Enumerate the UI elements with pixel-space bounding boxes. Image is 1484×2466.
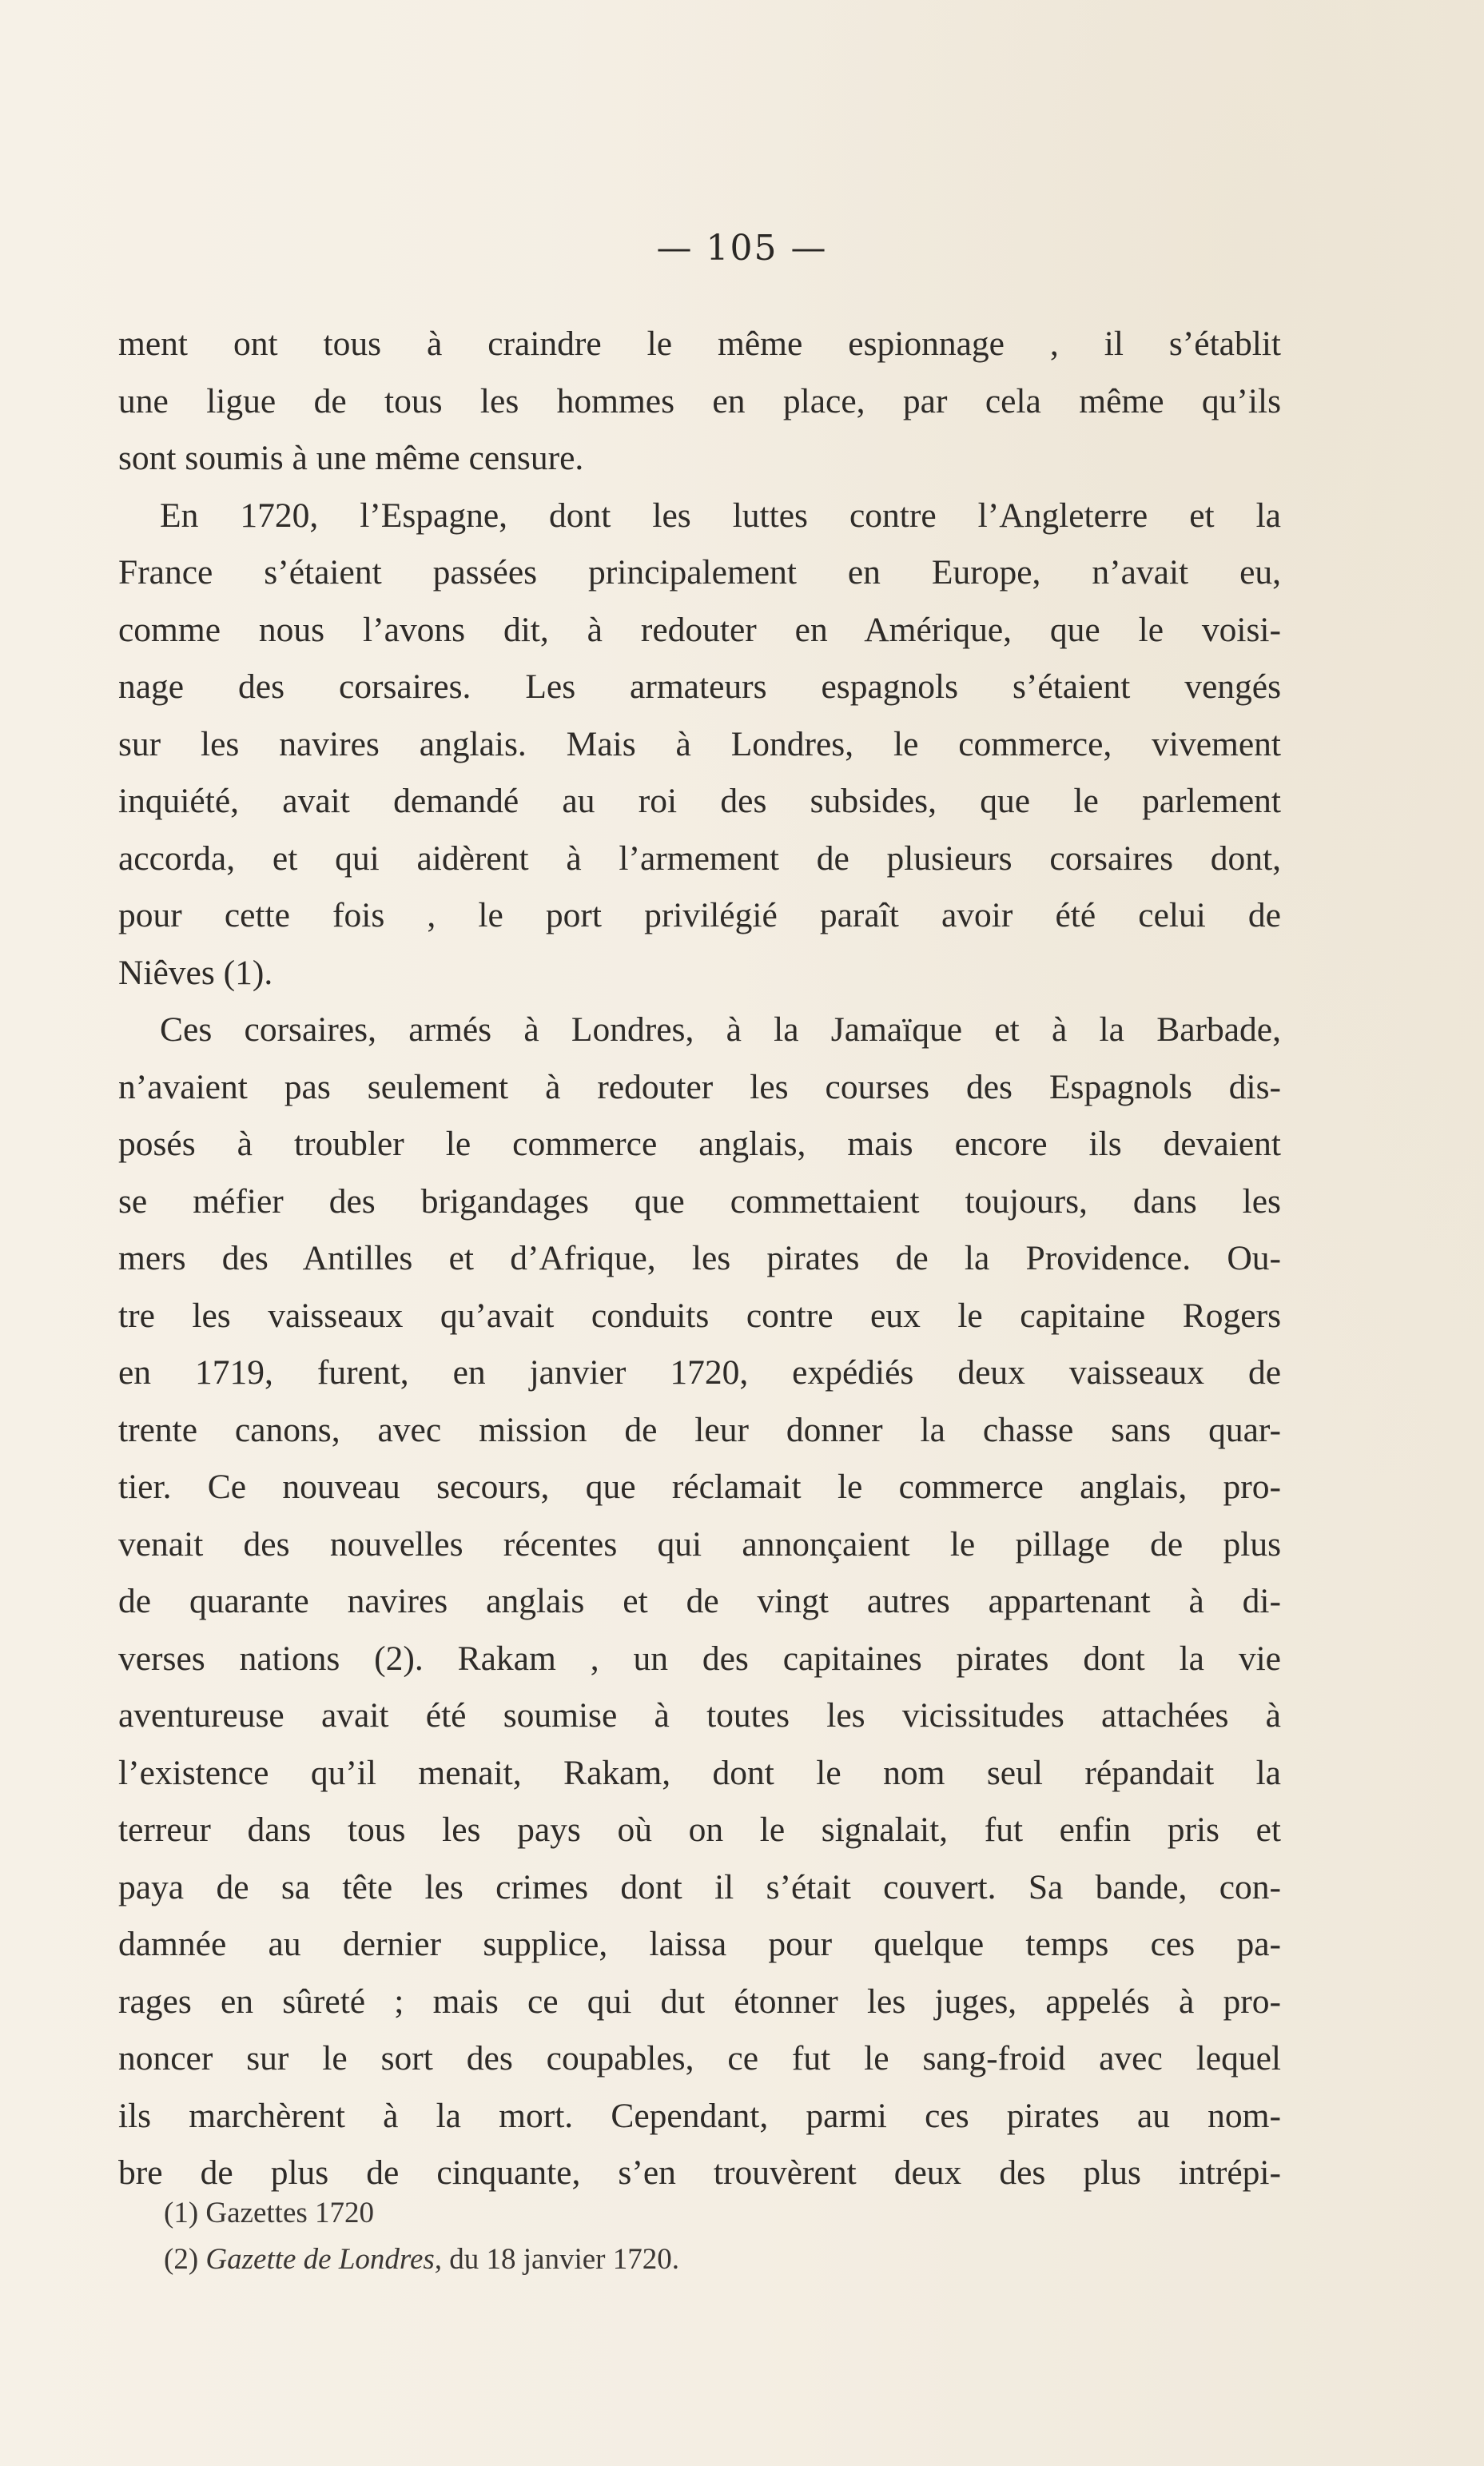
text-line: verses nations (2). Rakam , un des capitaines pirates dont la vie: [118, 1639, 1281, 1678]
text-line: une ligue de tous les hommes en place, par cela même qu’ils: [118, 381, 1281, 420]
text-line: inquiété, avait demandé au roi des subsides, que le parlement: [118, 782, 1281, 820]
text-line: France s’étaient passées principalement en Europe, n’avait eu,: [118, 553, 1281, 592]
body-text: [118, 316, 1281, 2202]
text-line: venait des nouvelles récentes qui annonçaient le pillage de plus: [118, 1524, 1281, 1564]
text-line: damnée au dernier supplice, laissa pour quelque temps ces pa-: [118, 1925, 1281, 1963]
footnote-source: Gazette de Londres,: [205, 2243, 443, 2276]
text-line: se méfier des brigandages que commettaient toujours, dans les: [118, 1181, 1281, 1221]
text-line: rages en sûreté ; mais ce qui dut étonner les juges, appelés à pro-: [118, 1982, 1281, 2021]
text-line: pour cette fois , le port privilégié paraît avoir été celui de: [118, 896, 1281, 934]
text-line: de quarante navires anglais et de vingt autres appartenant à di-: [118, 1582, 1281, 1620]
footnote-mark: (2): [164, 2243, 199, 2276]
text-line: ils marchèrent à la mort. Cependant, parmi ces pirates au nom-: [118, 2096, 1281, 2135]
page-number: — 105 —: [656, 228, 828, 269]
text-line: paya de sa tête les crimes dont il s’était couvert. Sa bande, con-: [118, 1867, 1281, 1906]
footnote-text: Gazettes 1720: [205, 2197, 375, 2229]
text-line: en 1719, furent, en janvier 1720, expédiés deux vaisseaux de: [118, 1353, 1281, 1392]
text-line: sont soumis à une même censure.: [118, 439, 584, 477]
text-line: En 1720, l’Espagne, dont les luttes contre l’Angleterre et la: [160, 496, 1281, 535]
text-line: n’avaient pas seulement à redouter les courses des Espagnols dis-: [118, 1067, 1281, 1106]
text-line: comme nous l’avons dit, à redouter en Amérique, que le voisi-: [118, 610, 1281, 649]
text-line: noncer sur le sort des coupables, ce fut le sang-froid avec lequel: [118, 2039, 1281, 2078]
footnote-text: du 18 janvier 1720.: [449, 2243, 680, 2276]
text-line: Niêves (1).: [118, 953, 273, 992]
text-line: l’existence qu’il menait, Rakam, dont le nom seul répandait la: [118, 1753, 1281, 1792]
text-line: tier. Ce nouveau secours, que réclamait le commerce anglais, pro-: [118, 1468, 1281, 1506]
footnote-1: [164, 2190, 1203, 2237]
footnote-mark: (1): [164, 2197, 199, 2229]
text-line: trente canons, avec mission de leur donner la chasse sans quar-: [118, 1410, 1281, 1449]
text-line: accorda, et qui aidèrent à l’armement de plusieurs corsaires dont,: [118, 839, 1281, 878]
text-line: terreur dans tous les pays où on le signalait, fut enfin pris et: [118, 1811, 1281, 1849]
text-line: sur les navires anglais. Mais à Londres, le commerce, vivement: [118, 724, 1281, 763]
text-line: aventureuse avait été soumise à toutes les vicissitudes attachées à: [118, 1696, 1281, 1735]
text-line: bre de plus de cinquante, s’en trouvèrent deux des plus intrépi-: [118, 2153, 1281, 2192]
text-line: Ces corsaires, armés à Londres, à la Jamaïque et à la Barbade,: [160, 1010, 1281, 1049]
text-line: posés à troubler le commerce anglais, mais encore ils devaient: [118, 1125, 1281, 1163]
text-line: tre les vaisseaux qu’avait conduits contre eux le capitaine Rogers: [118, 1296, 1281, 1335]
footnote-2: [164, 2237, 1203, 2283]
footnotes: [164, 2190, 1203, 2283]
text-line: nage des corsaires. Les armateurs espagnols s’étaient vengés: [118, 667, 1281, 706]
text-line: mers des Antilles et d’Afrique, les pirates de la Providence. Ou-: [118, 1239, 1281, 1277]
text-line: ment ont tous à craindre le même espionnage , il s’établit: [118, 325, 1281, 363]
